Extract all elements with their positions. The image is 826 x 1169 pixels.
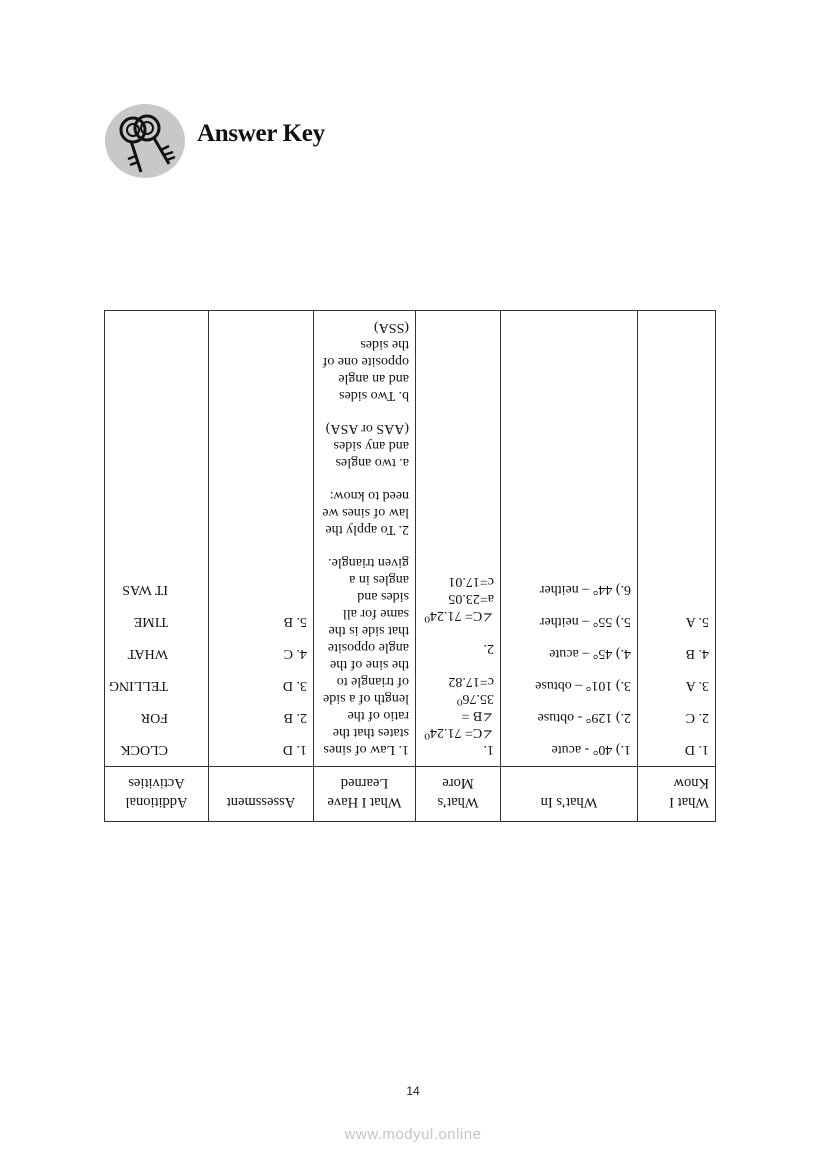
table-row xyxy=(105,311,716,767)
answer-line: the sine of the xyxy=(330,657,409,672)
answer-item: 3. D xyxy=(282,678,307,693)
answer-line: sides and xyxy=(357,589,409,604)
answer-line: angle opposite xyxy=(327,640,409,655)
answer-line: c=17.82 xyxy=(448,674,494,689)
answer-line: of triangle to xyxy=(336,674,409,689)
page-number: 14 xyxy=(406,1084,420,1098)
answer-line: states that the xyxy=(332,725,409,740)
answer-line: 2. To apply the xyxy=(325,522,409,537)
answer-item: 5.) 55° – neither xyxy=(539,614,631,629)
answer-item: 3. A xyxy=(685,678,709,693)
answer-line: and any sides xyxy=(333,438,409,453)
answer-line: length of a side xyxy=(323,691,409,706)
answer-line: and an angle xyxy=(338,371,409,386)
watermark: www.modyul.online xyxy=(344,1126,482,1143)
answer-line: ratio of the xyxy=(347,708,409,723)
answer-line: b. Two sides xyxy=(339,388,409,403)
cell-assessment xyxy=(209,311,314,767)
header-what-i-know: What I Know xyxy=(638,767,716,822)
header-whats-more: What’s More xyxy=(416,767,501,822)
table-header-row xyxy=(105,767,716,822)
answer-item: 5. A xyxy=(685,614,709,629)
answer-line: a. two angles xyxy=(335,455,409,470)
answer-line: 1. xyxy=(483,742,494,757)
answer-key-table xyxy=(104,310,716,822)
answer-item: IT WAS xyxy=(122,582,168,597)
answer-item: 2.) 129° - obtuse xyxy=(537,710,631,725)
answer-item: 4. C xyxy=(283,646,307,661)
answer-line: 2. xyxy=(483,641,494,656)
answer-item: 3.) 101° – obtuse xyxy=(535,678,631,693)
answer-item: 6.) 44° – neither xyxy=(539,582,631,597)
page-title: Answer Key xyxy=(197,120,325,147)
header-assessment: Assessment xyxy=(209,767,314,822)
answer-item: TELLING xyxy=(108,678,168,693)
answer-item: TIME xyxy=(133,614,168,629)
answer-line: the sides xyxy=(360,337,409,352)
answer-line: (AAS or ASA) xyxy=(325,421,409,436)
answer-line: a=23.05 xyxy=(448,591,494,606)
header-what-i-have-learned: What I Have Learned xyxy=(314,767,416,822)
answer-key-icon xyxy=(105,104,185,178)
answer-item: 2. C xyxy=(685,710,709,725)
answer-item: 4. B xyxy=(685,646,709,661)
answer-line: ∠C= 71.24⁰ xyxy=(424,608,494,623)
answer-line: need to know: xyxy=(329,488,409,503)
answer-item: 4.) 45° – acute xyxy=(549,646,631,661)
answer-item: 1. D xyxy=(282,742,307,757)
answer-item: 5. B xyxy=(283,614,307,629)
answer-item: WHAT xyxy=(127,646,168,661)
cell-whats-more xyxy=(416,311,501,767)
answer-line: law of sines we xyxy=(322,505,409,520)
answer-item: FOR xyxy=(140,710,168,725)
answer-line: ∠C= 71.24⁰ xyxy=(424,725,494,740)
answer-item: CLOCK xyxy=(120,742,168,757)
cell-what-i-know xyxy=(638,311,716,767)
answer-line: same for all xyxy=(342,606,409,621)
cell-whats-in xyxy=(501,311,638,767)
answer-line: ∠B = 35.76⁰ xyxy=(456,691,494,723)
header-whats-in: What’s In xyxy=(501,767,638,822)
cell-additional-activities xyxy=(105,311,209,767)
answer-line: given triangle. xyxy=(328,555,409,570)
answer-key-table-container xyxy=(104,310,715,815)
answer-line: angles in a xyxy=(349,572,409,587)
answer-line: 1. Law of sines xyxy=(323,742,409,757)
answer-item: 1.) 40° - acute xyxy=(551,742,631,757)
answer-line: c=17.01 xyxy=(448,574,494,589)
answer-line: (SSA) xyxy=(373,320,409,335)
cell-what-i-have-learned xyxy=(314,311,416,767)
answer-item: 2. B xyxy=(283,710,307,725)
answer-item: 1. D xyxy=(684,742,709,757)
answer-line: that side is the xyxy=(328,623,409,638)
answer-line: opposite one of xyxy=(322,354,409,369)
header-additional-activities: Additional Activities xyxy=(105,767,209,822)
